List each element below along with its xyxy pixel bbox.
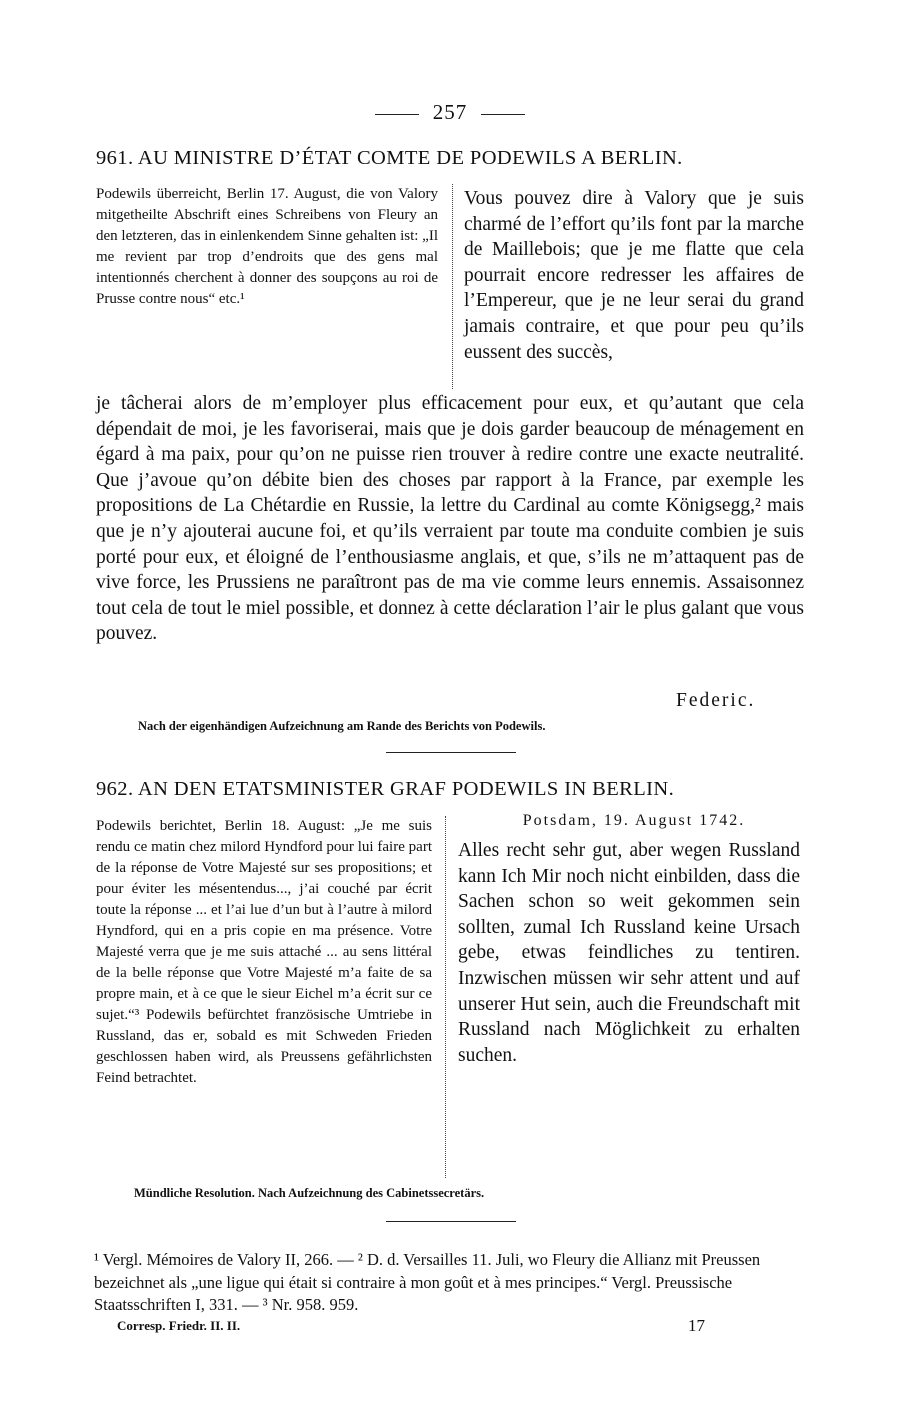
section-divider — [386, 752, 516, 753]
doc962-column-divider — [445, 816, 446, 1178]
doc961-summary-text: Podewils überreicht, Berlin 17. August, die von Valory mitgetheilte Abschrift eines Schreibens von Fleury an den letzteren, das in einlenkendem Sinne gehalten ist: „Il me revient par trop d’endroits que des gens mal intentionnés cherchent à donner des soupçons au roi de Prusse contre nous“ etc.¹ — [96, 186, 438, 307]
doc961-source-note: Nach der eigenhändigen Aufzeichnung am Rande des Berichts von Podewils. — [138, 719, 546, 733]
doc962-source-note: Mündliche Resolution. Nach Aufzeichnung des Cabinetssecretärs. — [134, 1186, 485, 1200]
footnote-divider — [386, 1221, 516, 1222]
footer-sheet-number: 17 — [688, 1316, 705, 1335]
page-number-text: 257 — [432, 100, 468, 124]
doc962-summary-text: Podewils berichtet, Berlin 18. August: „Je me suis rendu ce matin chez milord Hyndford pour lui faire part de la réponse de Votre Majesté sur ses propositions; et pour éviter les mésentendus..., j’ai couché par écrit toute la réponse ... et l’ai lue d’un but à l’autre à milord Hyndford, qui en a pris copie en ma présence. Votre Majesté verra que je me suis attaché ... au sens littéral de la belle réponse que Votre Majesté m’a faite de sa propre main, et à ce que le sieur Eichel m’a écrit sur ce sujet.“³ Podewils befürchtet französische Umtriebe in Russland, das er, sobald es mit Schweden Frieden geschlossen haben wird, als Preussens gefährlichsten Feind betrachtet. — [96, 818, 432, 1086]
doc962-summary — [96, 816, 432, 1089]
doc961-column-divider — [452, 184, 453, 389]
doc962-heading: 962. AN DEN ETATSMINISTER GRAF PODEWILS IN BERLIN. — [96, 778, 675, 800]
doc961-body-text: je tâcherai alors de m’employer plus efficacement pour eux, et qu’autant que cela dépendait de moi, je les favoriserai, mais que je dois garder beaucoup de ménagement en égard à ma paix, pour qu’on ne puisse rien trouver à redire contre une exacte neutralité. Que j’avoue qu’on débite bien des choses par rapport à la France, par exemple les propositions de La Chétardie en Russie, la lettre du Cardinal au comte Königsegg,² mais que je n’y ajouterai aucune foi, et qu’ils verraient par toute ma conduite combien je suis porté pour eux, et éloigné de l’enthousiasme anglais, et que, s’ils ne m’attaquent pas de vive force, les Prussiens ne paraîtront pas de ma vie comme leurs ennemis. Assaisonnez tout cela de tout le miel possible, et donnez à cette déclaration l’air le plus galant que vous pouvez. — [96, 393, 804, 645]
doc962-dateline: Potsdam, 19. August 1742. — [522, 812, 746, 829]
doc961-signature: Federic. — [676, 690, 756, 711]
page-number-rule-right — [481, 114, 525, 115]
footnotes: ¹ Vergl. Mémoires de Valory II, 266. — ² D. d. Versailles 11. Juli, wo Fleury die Allianz mit Preussen bezeichnet als „une ligue qui était si contraire à mon goût et à mes principes.“ Vergl. Preussische Staatsschriften I, 331. — ³ Nr. 958. 959. — [94, 1250, 761, 1314]
doc961-column-text: Vous pouvez dire à Valory que je suis charmé de l’effort qu’ils font par la marche de Maillebois; que je me flatte que cela pourrait encore redresser les affaires de l’Empereur, que je ne leur serai du grand jamais contraire, et que pour peu qu’ils eussent des succès, — [464, 188, 804, 363]
page-number-rule-left — [375, 114, 419, 115]
footer-signature: Corresp. Friedr. II. II. — [117, 1318, 241, 1333]
page-number — [0, 100, 900, 125]
doc962-column-text: Alles recht sehr gut, aber wegen Russland kann Ich Mir noch nicht einbilden, dass die Sachen schon so weit gekommen sein sollten, zumal Ich Russland keine Ursach gebe, etwas feindliches zu tentiren. Inzwischen müssen wir sehr attent und auf unserer Hut sein, auch die Freundschaft mit Russland nach Möglichkeit zu erhalten suchen. — [458, 840, 800, 1066]
doc961-heading: 961. AU MINISTRE D’ÉTAT COMTE DE PODEWILS A BERLIN. — [96, 147, 683, 169]
doc961-summary — [96, 184, 438, 310]
